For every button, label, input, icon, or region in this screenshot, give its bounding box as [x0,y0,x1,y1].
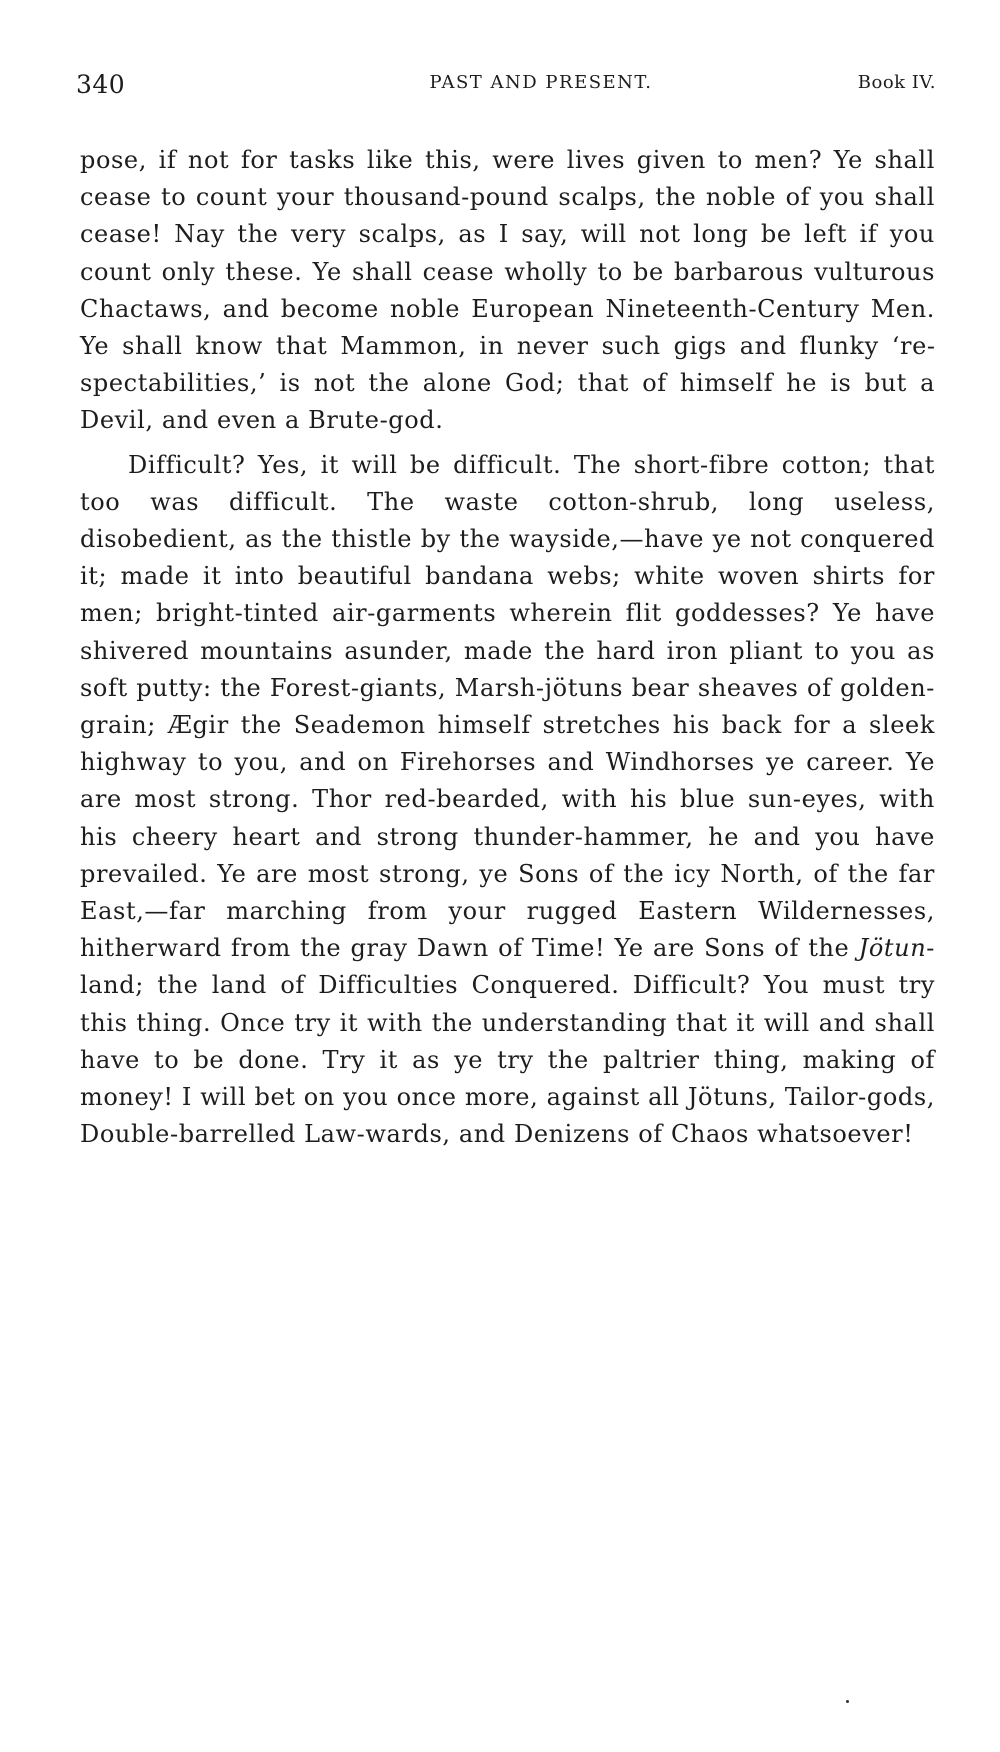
book-reference: Book IV. [857,72,936,93]
running-header [76,70,936,104]
print-speck [846,1700,849,1703]
running-title: PAST AND PRESENT. [429,72,653,93]
paragraph-2 [80,447,935,1154]
paragraph-1: pose, if not for tasks like this, were lives given to men? Ye shall cease to count your thousand-pound scalps, the noble of you shall cease! Nay the very scalps, as I say, will not long be left if you count only these. Ye shall cease wholly to be barbarous vulturous Chactaws, and become noble European Nineteenth-Century Men. Ye shall know that Mammon, in never such gigs and flunky ‘respectabilities,’ is not the alone God; that of himself he is but a Devil, and even a Brute-god. [80,146,935,435]
page-number: 340 [76,70,126,99]
paragraph-2-text-a: Difficult? Yes, it will be difficult. The short-fibre cotton; that too was difficult. The waste cotton-shrub, long useless, disobedient, as the thistle by the wayside,—have ye not conquered it; made it into beautiful bandana webs; white woven shirts for men; bright-tinted air-garments wherein flit goddesses? Ye have shivered mountains asunder, made the hard iron pliant to you as soft putty: the Forest-giants, Marsh-jötuns bear sheaves of golden-grain; Ægir the Seademon himself stretches his back for a sleek highway to you, and on Firehorses and Windhorses ye career. Ye are most strong. Thor red-bearded, with his blue sun-eyes, with his cheery heart and strong thunder-hammer, he and you have prevailed. Ye are most strong, ye Sons of the icy North, of the far East,—far marching from your rugged Eastern Wildernesses, hitherward from the gray Dawn of Time! Ye are Sons of the [80,450,935,963]
paragraph-2-text-b: -land; the land of Difficulties Conquered. Difficult? You must try this thing. Once try it with the understanding that it will and shall have to be done. Try it as ye try the paltrier thing, making of money! I will bet on you once more, against all Jötuns, Tailor-gods, Double-barrelled Law-wards, and Denizens of Chaos whatsoever! [80,934,935,1149]
paragraph-2-italic-word: Jötun [858,934,927,963]
body-text [80,142,935,1153]
